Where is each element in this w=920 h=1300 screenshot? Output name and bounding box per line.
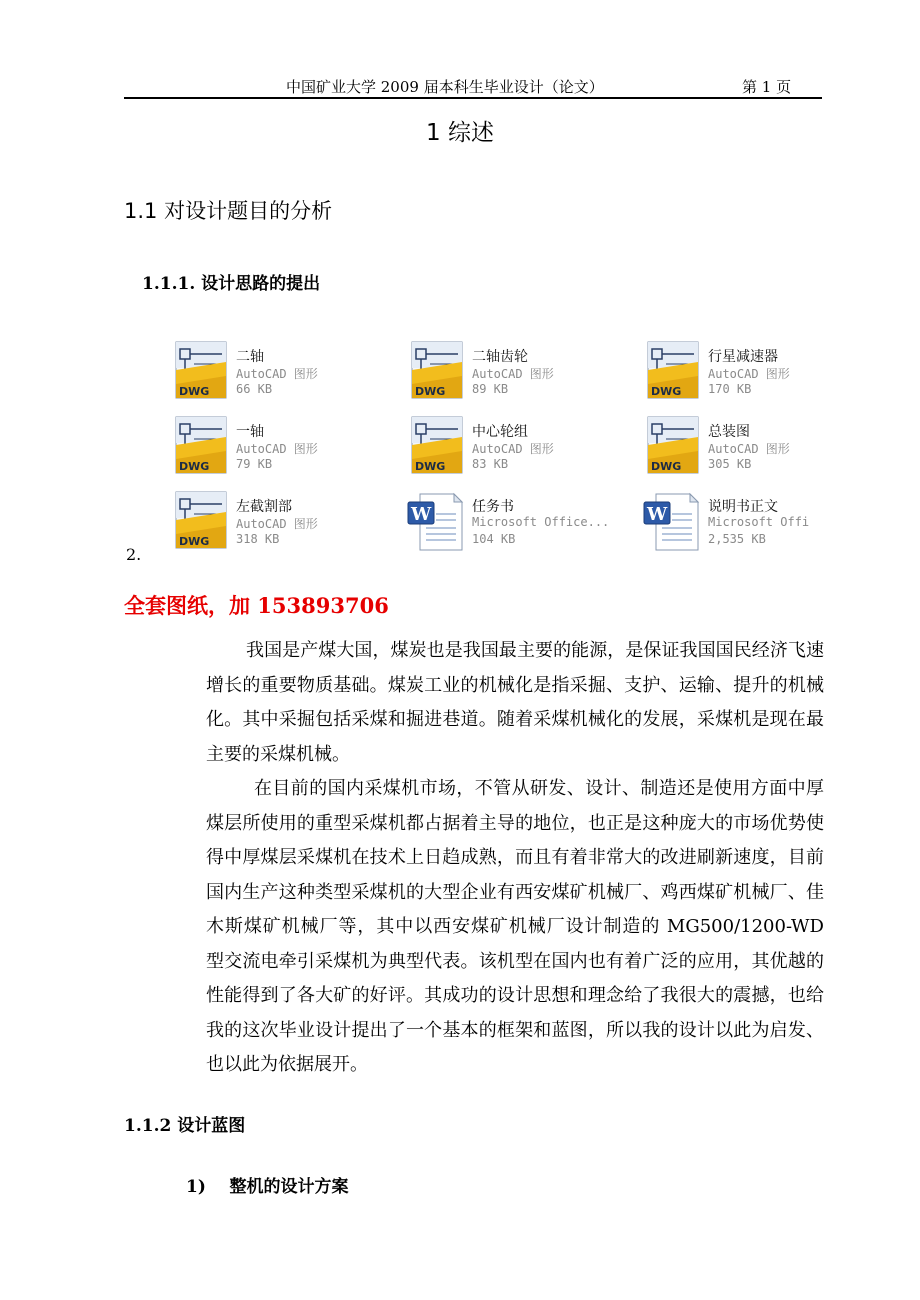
file-type: AutoCAD 图形 <box>236 517 318 531</box>
file-name: 说明书正文 <box>708 499 778 515</box>
file-item[interactable] <box>406 415 646 485</box>
file-item[interactable] <box>170 415 410 485</box>
file-item[interactable] <box>406 340 646 410</box>
file-type: AutoCAD 图形 <box>236 442 318 456</box>
dwg-icon <box>406 340 466 404</box>
file-type: Microsoft Office... <box>472 515 610 529</box>
file-type: AutoCAD 图形 <box>236 367 318 381</box>
file-item[interactable] <box>170 340 410 410</box>
subsection-title: 1.1.1. 设计思路的提出 <box>142 274 321 294</box>
body-paragraph: 在目前的国内采煤机市场，不管从研发、设计、制造还是使用方面中厚煤层所使用的重型采煤机都占据着主导的地位，也正是这种庞大的市场优势使得中厚煤层采煤机在技术上日趋成熟，而且有着非常大的改进刷新速度，目前国内生产这种类型采煤机的大型企业有西安煤矿机械厂、鸡西煤矿机械厂、佳木斯煤矿机械厂等，其中以西安煤矿机械厂设计制造的 MG500/1200-WD 型交流电牵引采煤机为典型代表。该机型在国内也有着广泛的应用，其优越的性能得到了各大矿的好评。其成功的设计思想和理念给了我很大的震撼，也给我的这次毕业设计提出了一个基本的框架和蓝图，所以我的设计以此为启发、也以此为依据展开。 <box>206 778 824 1075</box>
file-name: 行星减速器 <box>708 349 778 365</box>
file-name: 二轴 <box>236 349 264 365</box>
file-type: AutoCAD 图形 <box>472 367 554 381</box>
word-icon <box>406 490 466 554</box>
page-number: 第 1 页 <box>742 78 792 96</box>
file-item[interactable] <box>406 490 646 560</box>
subsection-title: 1.1.2 设计蓝图 <box>124 1116 246 1136</box>
word-icon <box>642 490 702 554</box>
list-marker: 2. <box>126 545 142 564</box>
chapter-title: 1 综述 <box>426 120 494 146</box>
file-name: 中心轮组 <box>472 424 528 440</box>
file-name: 总装图 <box>708 424 750 440</box>
file-size: 170 KB <box>708 382 752 396</box>
file-name: 左截割部 <box>236 499 292 515</box>
file-item[interactable] <box>170 490 410 560</box>
list-item: 1) 整机的设计方案 <box>186 1177 349 1197</box>
file-type: AutoCAD 图形 <box>708 367 790 381</box>
dwg-icon <box>642 415 702 479</box>
file-item[interactable] <box>642 415 882 485</box>
dwg-icon <box>170 340 230 404</box>
dwg-icon <box>642 340 702 404</box>
file-item[interactable] <box>642 490 882 560</box>
file-size: 305 KB <box>708 457 752 471</box>
promo-text: 全套图纸，加 153893706 <box>124 593 389 618</box>
header-rule <box>124 97 822 99</box>
file-size: 318 KB <box>236 532 280 546</box>
dwg-icon <box>406 415 466 479</box>
file-type: AutoCAD 图形 <box>472 442 554 456</box>
file-item[interactable] <box>642 340 882 410</box>
file-size: 104 KB <box>472 532 516 546</box>
file-size: 83 KB <box>472 457 509 471</box>
dwg-icon <box>170 415 230 479</box>
file-type: AutoCAD 图形 <box>708 442 790 456</box>
file-size: 79 KB <box>236 457 273 471</box>
file-size: 2,535 KB <box>708 532 766 546</box>
file-size: 66 KB <box>236 382 273 396</box>
file-name: 任务书 <box>472 499 514 515</box>
dwg-icon <box>170 490 230 554</box>
file-size: 89 KB <box>472 382 509 396</box>
file-name: 一轴 <box>236 424 264 440</box>
file-name: 二轴齿轮 <box>472 349 528 365</box>
body-paragraph: 我国是产煤大国，煤炭也是我国最主要的能源，是保证我国国民经济飞速增长的重要物质基础。煤炭工业的机械化是指采掘、支护、运输、提升的机械化。其中采掘包括采煤和掘进巷道。随着采煤机械化的发展，采煤机是现在最主要的采煤机械。 <box>206 640 824 765</box>
running-header-title: 中国矿业大学 2009 届本科生毕业设计（论文） <box>286 78 604 96</box>
section-title: 1.1 对设计题目的分析 <box>124 199 333 223</box>
file-type: Microsoft Offi <box>708 515 810 529</box>
